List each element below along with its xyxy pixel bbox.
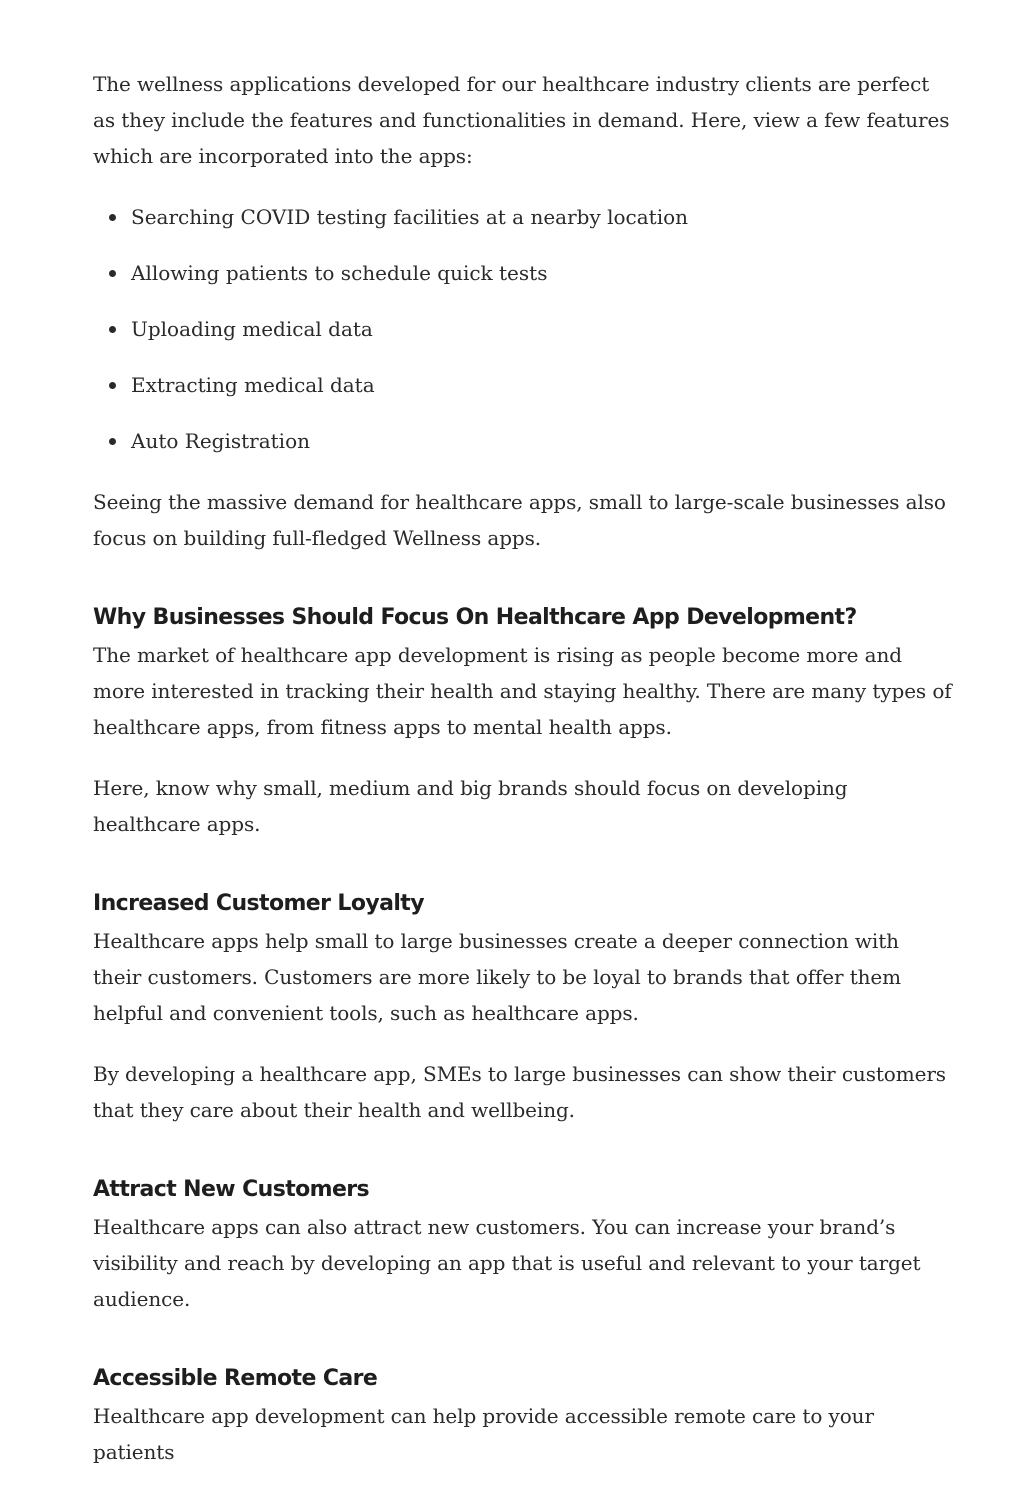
list-item-text: Allowing patients to schedule quick tests [131, 261, 548, 285]
list-item-text: Extracting medical data [131, 373, 375, 397]
article-body [93, 66, 953, 1495]
bullet-icon [109, 326, 116, 333]
section-heading-new-customers: Attract New Customers [93, 1177, 370, 1202]
list-item [93, 311, 953, 347]
list-item [93, 367, 953, 403]
intro-paragraph: The wellness applications developed for our healthcare industry clients are perfect as they include the features and functionalities in demand. Here, view a few features which are incorporated into the apps: [93, 72, 950, 168]
bullet-icon [109, 270, 116, 277]
list-item-text: Searching COVID testing facilities at a nearby location [131, 205, 689, 229]
section-heading-why-businesses: Why Businesses Should Focus On Healthcare App Development? [93, 605, 857, 630]
section-paragraph: Here, know why small, medium and big brands should focus on developing healthcare apps. [93, 776, 848, 836]
list-item [93, 255, 953, 291]
after-list-paragraph: Seeing the massive demand for healthcare apps, small to large-scale businesses also focus on building full-fledged Wellness apps. [93, 490, 946, 550]
section-paragraph: Healthcare app development can help provide accessible remote care to your patients [93, 1404, 874, 1464]
section-paragraph: Healthcare apps help small to large businesses create a deeper connection with their customers. Customers are more likely to be loyal to brands that offer them helpful and convenient tools, such as healthcare apps. [93, 929, 902, 1025]
bullet-icon [109, 214, 116, 221]
bullet-icon [109, 438, 116, 445]
list-item-text: Auto Registration [131, 429, 310, 453]
list-item [93, 423, 953, 459]
section-heading-remote-care: Accessible Remote Care [93, 1366, 378, 1391]
list-item [93, 199, 953, 235]
list-item-text: Uploading medical data [131, 317, 373, 341]
section-paragraph: By developing a healthcare app, SMEs to large businesses can show their customers that they care about their health and wellbeing. [93, 1062, 946, 1122]
section-heading-customer-loyalty: Increased Customer Loyalty [93, 891, 424, 916]
section-paragraph: The market of healthcare app development is rising as people become more and more interested in tracking their health and staying healthy. There are many types of healthcare apps, from fitness apps to mental health apps. [93, 643, 952, 739]
bullet-icon [109, 382, 116, 389]
section-paragraph: Healthcare apps can also attract new customers. You can increase your brand’s visibility and reach by developing an app that is useful and relevant to your target audience. [93, 1215, 921, 1311]
feature-list [93, 199, 953, 459]
